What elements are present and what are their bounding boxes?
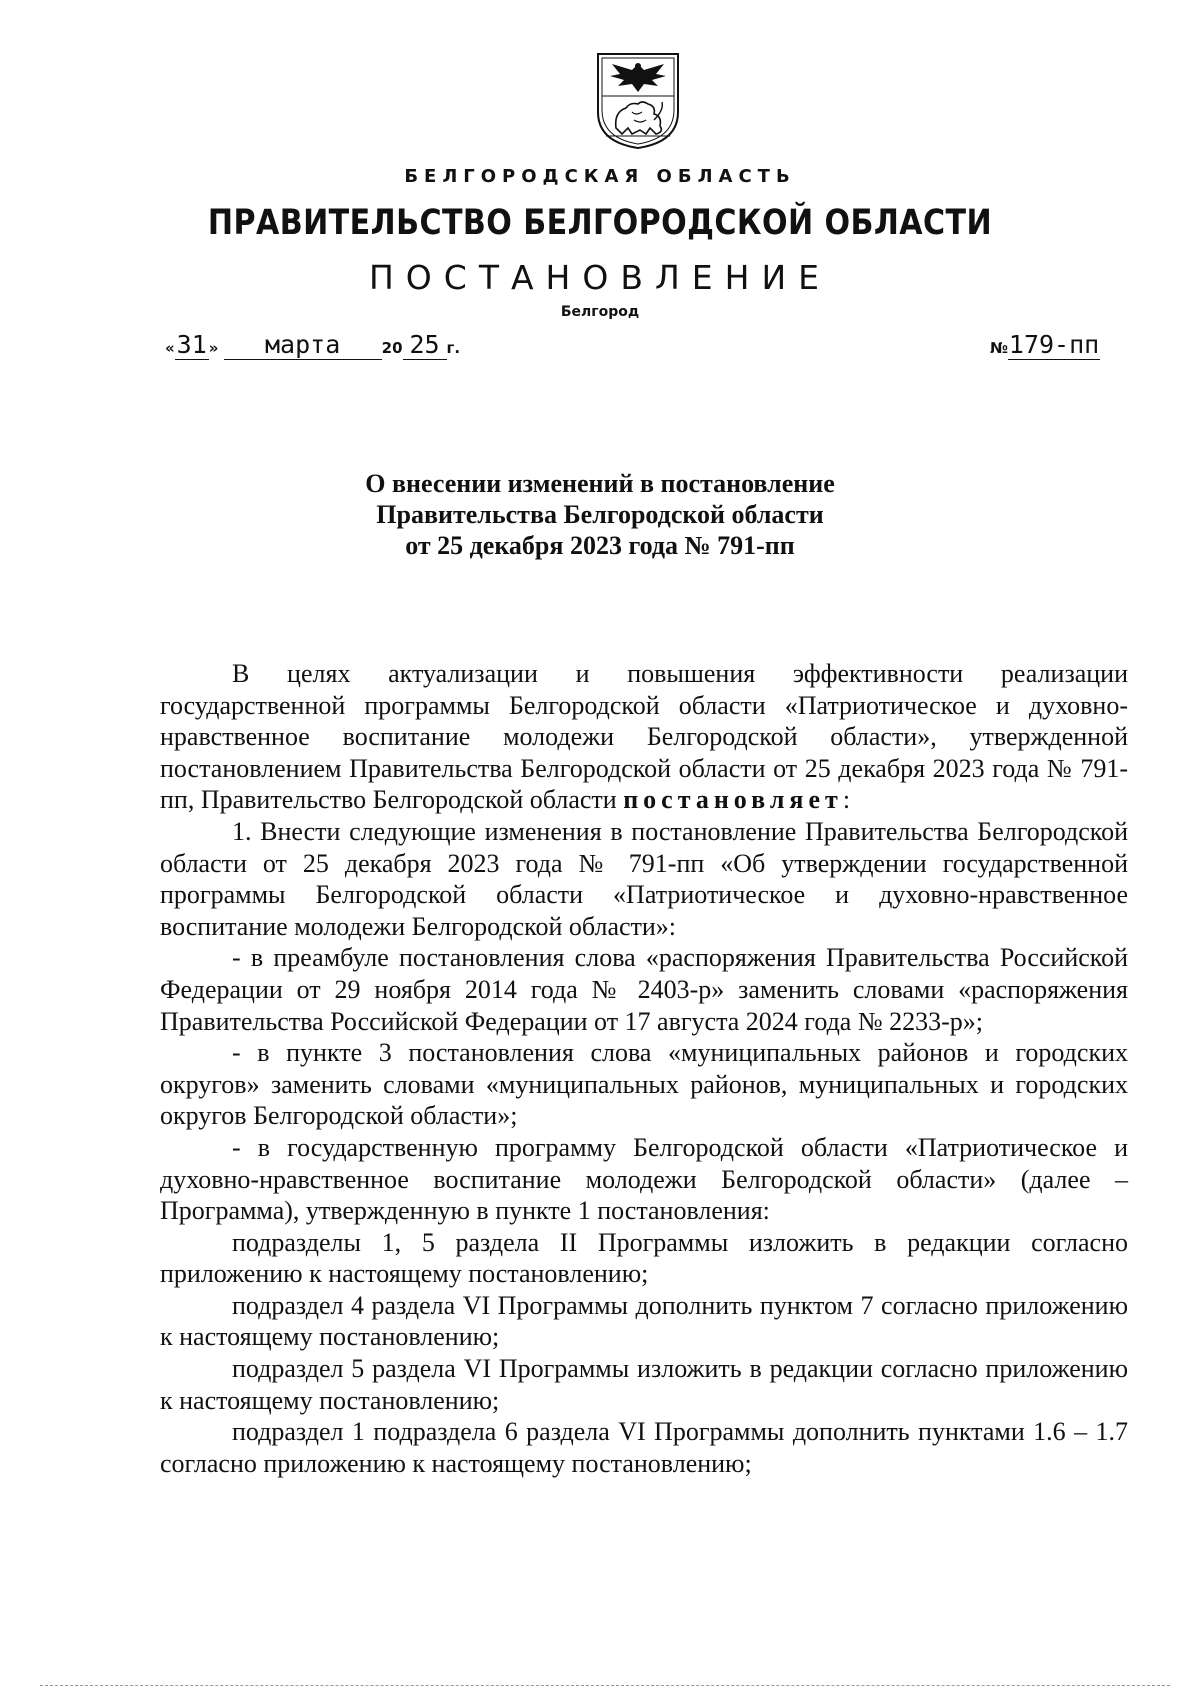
region-name: БЕЛГОРОДСКАЯ ОБЛАСТЬ (404, 166, 796, 187)
document-type: ПОСТАНОВЛЕНИЕ (368, 258, 831, 297)
decree-colon: : (842, 785, 851, 815)
decree-date (165, 330, 460, 360)
date-year-mark: г. (446, 339, 461, 357)
decree-body (160, 658, 1128, 1479)
date-open-quote: « (165, 339, 175, 357)
amendment-point-3-paragraph: - в пункте 3 постановления слова «муниципальных районов и городских округов» заменить словами «муниципальных районов, муниципальных и городских округов Белгородской области»; (160, 1038, 1128, 1131)
scan-edge-divider (40, 1685, 1170, 1686)
government-name: ПРАВИТЕЛЬСТВО БЕЛГОРОДСКОЙ ОБЛАСТИ (207, 203, 993, 243)
program-change-3: подраздел 5 раздела VI Программы изложить в редакции согласно приложению к настоящему постановлению; (160, 1354, 1128, 1415)
number-label: № (990, 339, 1009, 357)
date-year-prefix: 20 (381, 339, 403, 357)
coat-of-arms-icon (592, 50, 684, 150)
preamble-text: В целях актуализации и повышения эффективности реализации государственной программы Белгородской области «Патриотическое и духовно-нравственное воспитание молодежи Белгородской области», утвержденной постановлением Правительства Белгородской области от 25 декабря 2023 года № 791-пп, Правительство Белгородской области (160, 659, 1128, 815)
title-line-2: Правительства Белгородской области (376, 500, 824, 529)
title-line-3: от 25 декабря 2023 года № 791-пп (405, 531, 795, 560)
date-close-quote: » (208, 339, 219, 357)
preamble-paragraph (160, 658, 1128, 816)
program-change-2: подраздел 4 раздела VI Программы дополнить пунктом 7 согласно приложению к настоящему постановлению; (160, 1290, 1128, 1352)
clause-1-paragraph: 1. Внести следующие изменения в постановление Правительства Белгородской области от 25 декабря 2023 года № 791-пп «Об утверждении государственной программы Белгородской области «Патриотическое и духовно-нравственное воспитание молодежи Белгородской области»: (160, 816, 1128, 941)
title-line-1: О внесении изменений в постановление (365, 469, 835, 498)
date-year-suffix: 25 (403, 330, 447, 360)
number-value: 179-пп (1008, 330, 1100, 359)
decree-title (0, 468, 1200, 561)
amendment-program-paragraph: - в государственную программу Белгородской области «Патриотическое и духовно-нравственное воспитание молодежи Белгородской области» (далее – Программа), утвержденную в пункте 1 постановления: (160, 1132, 1128, 1226)
amendment-preamble-paragraph: - в преамбуле постановления слова «распоряжения Правительства Российской Федерации от 29 ноября 2014 года № 2403-р» заменить словами «распоряжения Правительства Российской Федерации от 17 августа 2024 года № 2233-р»; (160, 943, 1128, 1036)
city-name: Белгород (560, 304, 640, 320)
date-day: 31 (176, 330, 207, 359)
program-change-1: подразделы 1, 5 раздела II Программы изложить в редакции согласно приложению к настоящему постановлению; (160, 1227, 1128, 1289)
decree-word: постановляет (623, 785, 843, 815)
decree-number (990, 330, 1100, 360)
date-month: марта (224, 330, 382, 360)
program-change-4: подраздел 1 подраздела 6 раздела VI Программы дополнить пунктами 1.6 – 1.7 согласно приложению к настоящему постановлению; (160, 1417, 1128, 1478)
